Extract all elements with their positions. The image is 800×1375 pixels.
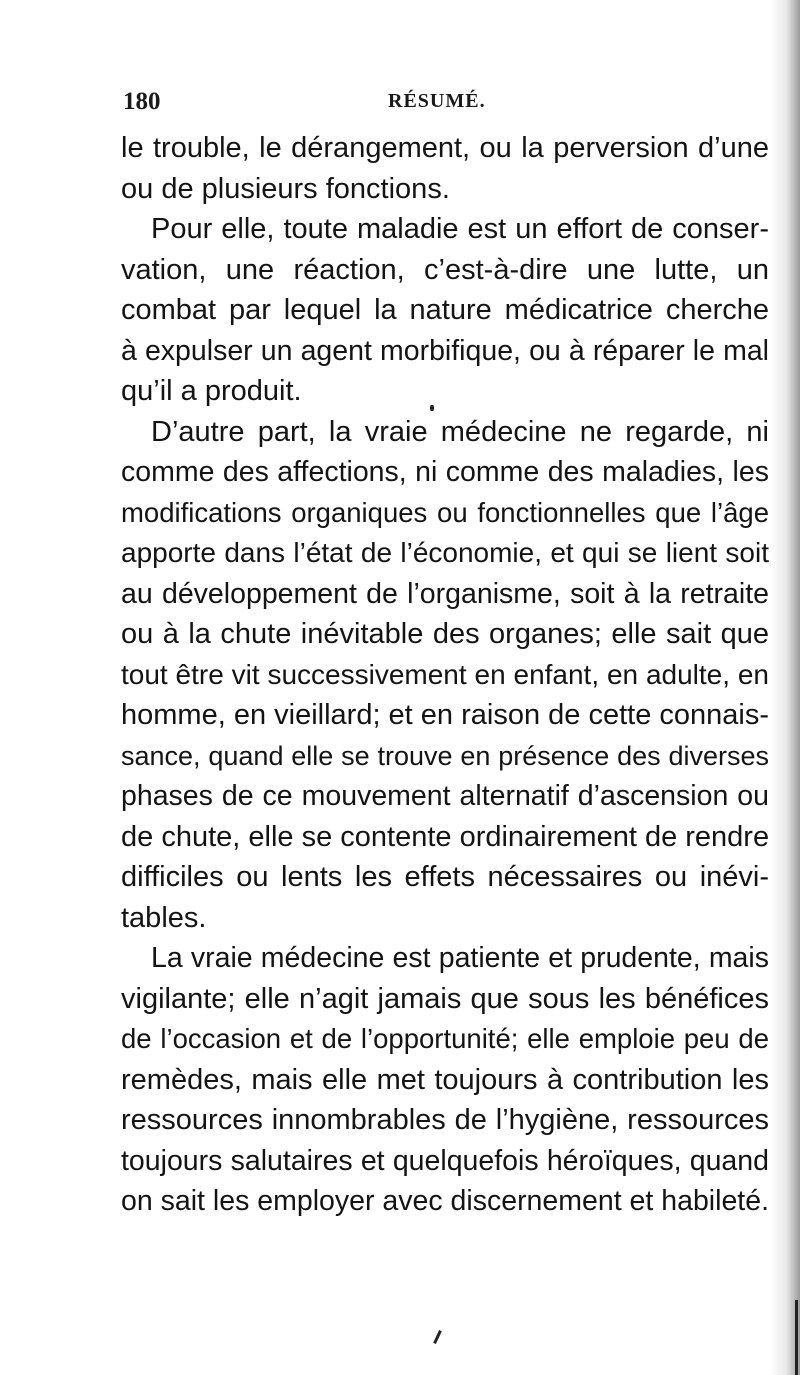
ink-speck bbox=[430, 405, 434, 411]
text-line: D’autre part, la vraie médecine ne regarde, ni bbox=[151, 415, 769, 448]
text-line: toujours salutaires et quelquefois héroïques, quand bbox=[121, 1144, 769, 1177]
text-line: phases de ce mouvement alternatif d’ascension ou bbox=[121, 780, 769, 812]
running-header bbox=[123, 88, 763, 118]
text-line: vigilante; elle n’agit jamais que sous les bénéfices bbox=[121, 982, 769, 1015]
text-line: Pour elle, toute maladie est un effort de conser- bbox=[151, 213, 769, 245]
text-line: tout être vit successivement en enfant, en adulte, en bbox=[121, 658, 769, 690]
page-edge-shadow bbox=[770, 0, 800, 1375]
ink-speck bbox=[433, 1330, 442, 1344]
text-line: La vraie médecine est patiente et prudente, mais bbox=[151, 942, 769, 974]
text-line: homme, en vieillard; et en raison de cette connais- bbox=[121, 699, 770, 731]
text-line: sance, quand elle se trouve en présence des diverses bbox=[121, 740, 769, 771]
text-line: vation, une réaction, c’est-à-dire une lutte, un bbox=[121, 253, 769, 286]
text-line: à expulser un agent morbifique, ou à réparer le mal bbox=[121, 334, 769, 367]
text-line: comme des affections, ni comme des maladies, les bbox=[121, 456, 769, 488]
text-line: on sait les employer avec discernement et habileté. bbox=[121, 1185, 769, 1217]
text-line: combat par lequel la nature médicatrice cherche bbox=[121, 294, 769, 326]
page-edge-mark bbox=[795, 1300, 798, 1375]
text-line: remèdes, mais elle met toujours à contribution les bbox=[121, 1063, 769, 1096]
text-line: de chute, elle se contente ordinairement de rendre bbox=[121, 820, 770, 853]
text-line: au développement de l’organisme, soit à la retraite bbox=[121, 577, 769, 610]
text-line: ou à la chute inévitable des organes; elle sait que bbox=[121, 618, 769, 650]
text-line: de l’occasion et de l’opportunité; elle emploie peu de bbox=[121, 1023, 769, 1054]
running-title: RÉSUMÉ. bbox=[388, 90, 486, 112]
body-text bbox=[121, 128, 769, 1222]
page-number: 180 bbox=[123, 88, 161, 115]
text-line: tables. bbox=[121, 901, 207, 934]
text-line: modifications organiques ou fonctionnelles que l’âge bbox=[121, 496, 769, 528]
text-line: difficiles ou lents les effets nécessaires ou inévi- bbox=[121, 861, 769, 893]
text-line: ou de plusieurs fonctions. bbox=[121, 172, 450, 205]
text-line: le trouble, le dérangement, ou la perversion d’une bbox=[121, 132, 769, 164]
text-line: qu’il a produit. bbox=[121, 375, 302, 407]
text-line: apporte dans l’état de l’économie, et qui se lient soit bbox=[121, 537, 769, 568]
text-line: ressources innombrables de l’hygiène, ressources bbox=[121, 1104, 769, 1136]
